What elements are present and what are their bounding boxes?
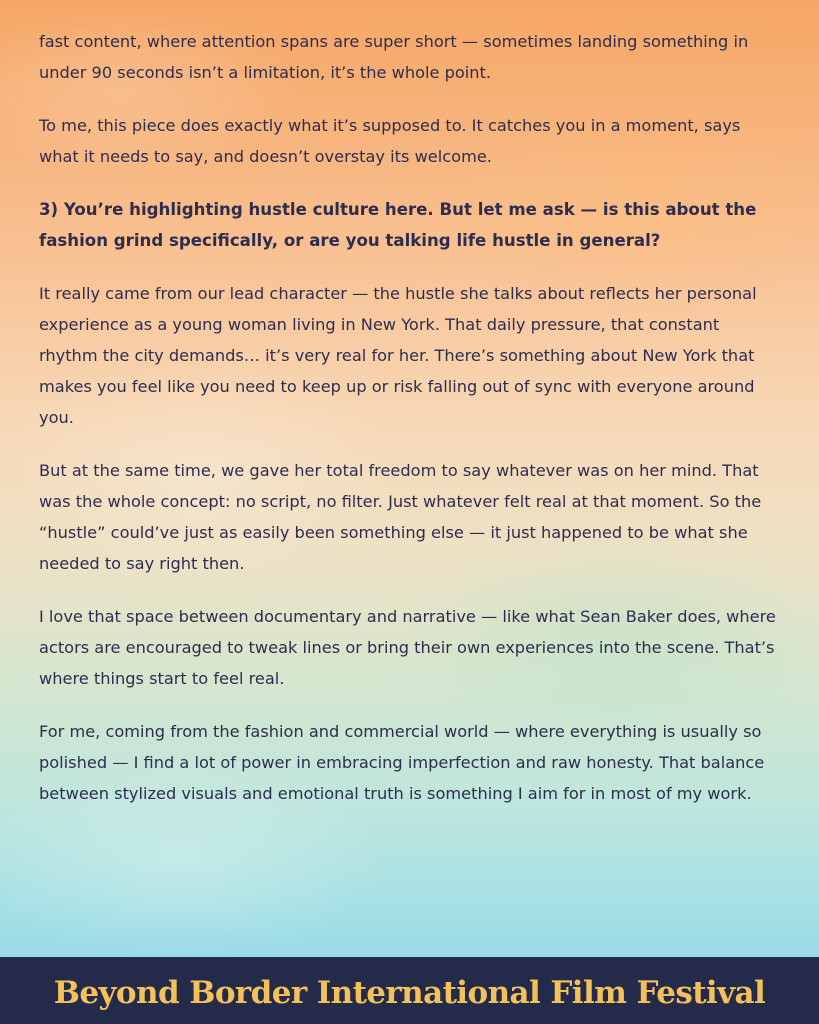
answer-paragraph: But at the same time, we gave her total freedom to say whatever was on her mind. That was the whole concept: no script, no filter. Just whatever felt real at that moment. So the “hustle” could’ve just as easily been something else — it just happened to be what she needed to say right then. bbox=[39, 461, 762, 573]
article-body bbox=[39, 26, 781, 831]
festival-title: Beyond Border International Film Festival bbox=[53, 974, 766, 1011]
answer-paragraph: It really came from our lead character — the hustle she talks about reflects her personal experience as a young woman living in New York. That daily pressure, that constant rhythm the city demands… it’s very real for her. There’s something about New York that makes you feel like you need to keep up or risk falling out of sync with everyone around you. bbox=[39, 284, 757, 427]
article-paragraph: fast content, where attention spans are super short — sometimes landing something in under 90 seconds isn’t a limitation, it’s the whole point. bbox=[39, 32, 749, 82]
answer-paragraph: I love that space between documentary and narrative — like what Sean Baker does, where actors are encouraged to tweak lines or bring their own experiences into the scene. That’s where things start to feel real. bbox=[39, 607, 776, 688]
answer-paragraph: For me, coming from the fashion and commercial world — where everything is usually so polished — I find a lot of power in embracing imperfection and raw honesty. That balance between stylized visuals and emotional truth is something I aim for in most of my work. bbox=[39, 722, 765, 803]
interview-question: 3) You’re highlighting hustle culture here. But let me ask — is this about the fashion grind specifically, or are you talking life hustle in general? bbox=[39, 200, 757, 250]
footer-banner bbox=[0, 957, 819, 1024]
article-paragraph: To me, this piece does exactly what it’s supposed to. It catches you in a moment, says what it needs to say, and doesn’t overstay its welcome. bbox=[39, 116, 741, 166]
